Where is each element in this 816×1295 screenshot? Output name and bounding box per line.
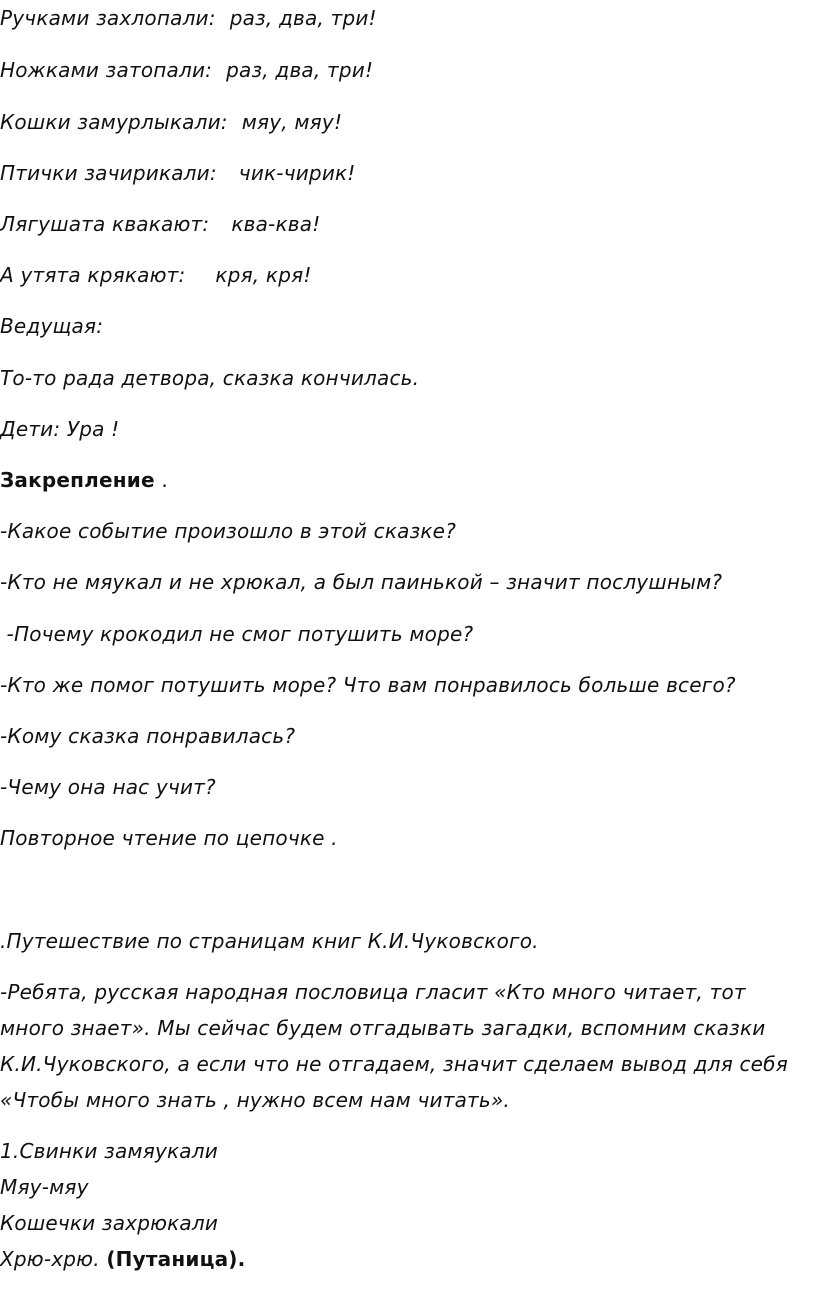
consolidation-heading [0, 468, 168, 492]
verse-line-5 [0, 212, 320, 236]
riddle-line-1: 1.Свинки замяукали [0, 1139, 218, 1163]
riddle-line-4 [0, 1247, 245, 1271]
verse-line-4 [0, 161, 356, 185]
verse-line-2 [0, 58, 373, 82]
verse-2-right: раз, два, три! [226, 58, 374, 82]
verse-line-1 [0, 6, 377, 30]
question-6: -Чему она нас учит? [0, 775, 216, 799]
riddle-last-line: Хрю-хрю. [0, 1247, 107, 1271]
consolidation-title: Закрепление [0, 468, 155, 492]
question-3: -Почему крокодил не смог потушить море? [0, 622, 474, 646]
journey-paragraph-line-2: много знает». Мы сейчас будем отгадывать загадки, вспомним сказки [0, 1016, 766, 1040]
journey-paragraph-line-1: -Ребята, русская народная пословица гласит «Кто много читает, тот [0, 980, 746, 1004]
verse-3-right: мяу, мяу! [241, 110, 343, 134]
verse-3-left: Кошки замурлыкали: [0, 110, 228, 134]
journey-paragraph-line-4: «Чтобы много знать , нужно всем нам читать». [0, 1088, 510, 1112]
verse-1-left: Ручками захлопали: [0, 6, 216, 30]
riddle-line-2: Мяу-мяу [0, 1175, 89, 1199]
verse-4-left: Птички зачирикали: [0, 161, 217, 185]
verse-line-6 [0, 263, 312, 287]
verse-5-right: ква-ква! [231, 212, 321, 236]
journey-title: .Путешествие по страницам книг К.И.Чуковского. [0, 929, 539, 953]
verse-6-right: кря, кря! [215, 263, 312, 287]
riddle-line-3: Кошечки захрюкали [0, 1211, 219, 1235]
verse-line-3 [0, 110, 342, 134]
children-line: Дети: Ура ! [0, 417, 120, 441]
journey-paragraph-line-3: К.И.Чуковского, а если что не отгадаем, значит сделаем вывод для себя [0, 1052, 788, 1076]
leader-line: То-то рада детвора, сказка кончилась. [0, 366, 420, 390]
leader-label: Ведущая: [0, 314, 104, 338]
consolidation-title-suffix: . [154, 468, 168, 492]
question-4: -Кто же помог потушить море? Что вам понравилось больше всего? [0, 673, 736, 697]
question-2: -Кто не мяукал и не хрюкал, а был паинькой – значит послушным? [0, 570, 723, 594]
verse-4-right: чик-чирик! [238, 161, 356, 185]
riddle-answer: (Путаница). [106, 1247, 246, 1271]
verse-1-right: раз, два, три! [229, 6, 377, 30]
question-1: -Какое событие произошло в этой сказке? [0, 519, 457, 543]
verse-5-left: Лягушата квакают: [0, 212, 210, 236]
verse-2-left: Ножками затопали: [0, 58, 213, 82]
repeat-reading: Повторное чтение по цепочке . [0, 826, 338, 850]
question-5: -Кому сказка понравилась? [0, 724, 296, 748]
verse-6-left: А утята крякают: [0, 263, 186, 287]
